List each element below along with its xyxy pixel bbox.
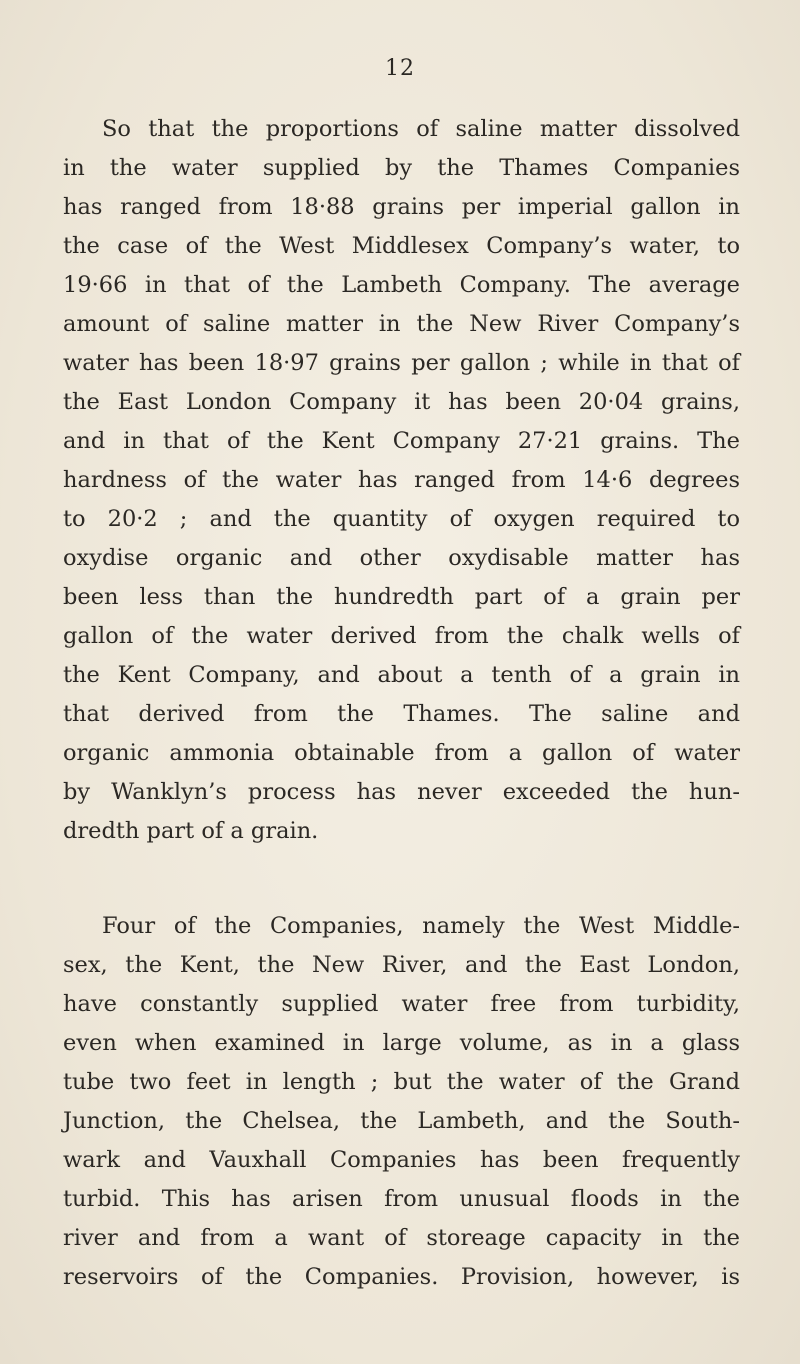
text-line: Junction, the Chelsea, the Lambeth, and the South- (63, 1108, 740, 1134)
text-line: to 20·2 ; and the quantity of oxygen required to (63, 506, 740, 532)
text-line: dredth part of a grain. (63, 818, 319, 844)
text-line: 19·66 in that of the Lambeth Company. The average (63, 272, 740, 298)
text-line: turbid. This has arisen from unusual floods in the (63, 1186, 740, 1212)
text-line: the case of the West Middlesex Company’s water, to (63, 233, 740, 259)
text-line: by Wanklyn’s process has never exceeded the hun- (63, 779, 740, 805)
text-line: tube two feet in length ; but the water of the Grand (63, 1069, 740, 1095)
text-line: been less than the hundredth part of a grain per (63, 584, 740, 610)
text-line: wark and Vauxhall Companies has been frequently (63, 1147, 740, 1173)
text-line: gallon of the water derived from the chalk wells of (63, 623, 740, 649)
text-line: that derived from the Thames. The saline and (63, 701, 740, 727)
text-line: hardness of the water has ranged from 14·6 degrees (63, 467, 740, 493)
text-line: Four of the Companies, namely the West Middle- (102, 913, 740, 939)
text-line: even when examined in large volume, as in a glass (63, 1030, 740, 1056)
text-line: water has been 18·97 grains per gallon ; while in that of (63, 350, 740, 376)
text-line: the Kent Company, and about a tenth of a grain in (63, 662, 740, 688)
text-line: amount of saline matter in the New River Company’s (63, 311, 740, 337)
text-line: reservoirs of the Companies. Provision, however, is (63, 1264, 740, 1290)
text-line: organic ammonia obtainable from a gallon of water (63, 740, 740, 766)
text-line: the East London Company it has been 20·04 grains, (63, 389, 740, 415)
text-line: has ranged from 18·88 grains per imperial gallon in (63, 194, 740, 220)
text-line: river and from a want of storeage capacity in the (63, 1225, 740, 1251)
text-line: and in that of the Kent Company 27·21 grains. The (63, 428, 740, 454)
text-line: have constantly supplied water free from turbidity, (63, 991, 740, 1017)
text-line: in the water supplied by the Thames Companies (63, 155, 740, 181)
text-line: So that the proportions of saline matter dissolved (102, 116, 740, 142)
text-line: oxydise organic and other oxydisable matter has (63, 545, 740, 571)
text-line: sex, the Kent, the New River, and the East London, (63, 952, 740, 978)
page-number: 12 (385, 56, 415, 81)
